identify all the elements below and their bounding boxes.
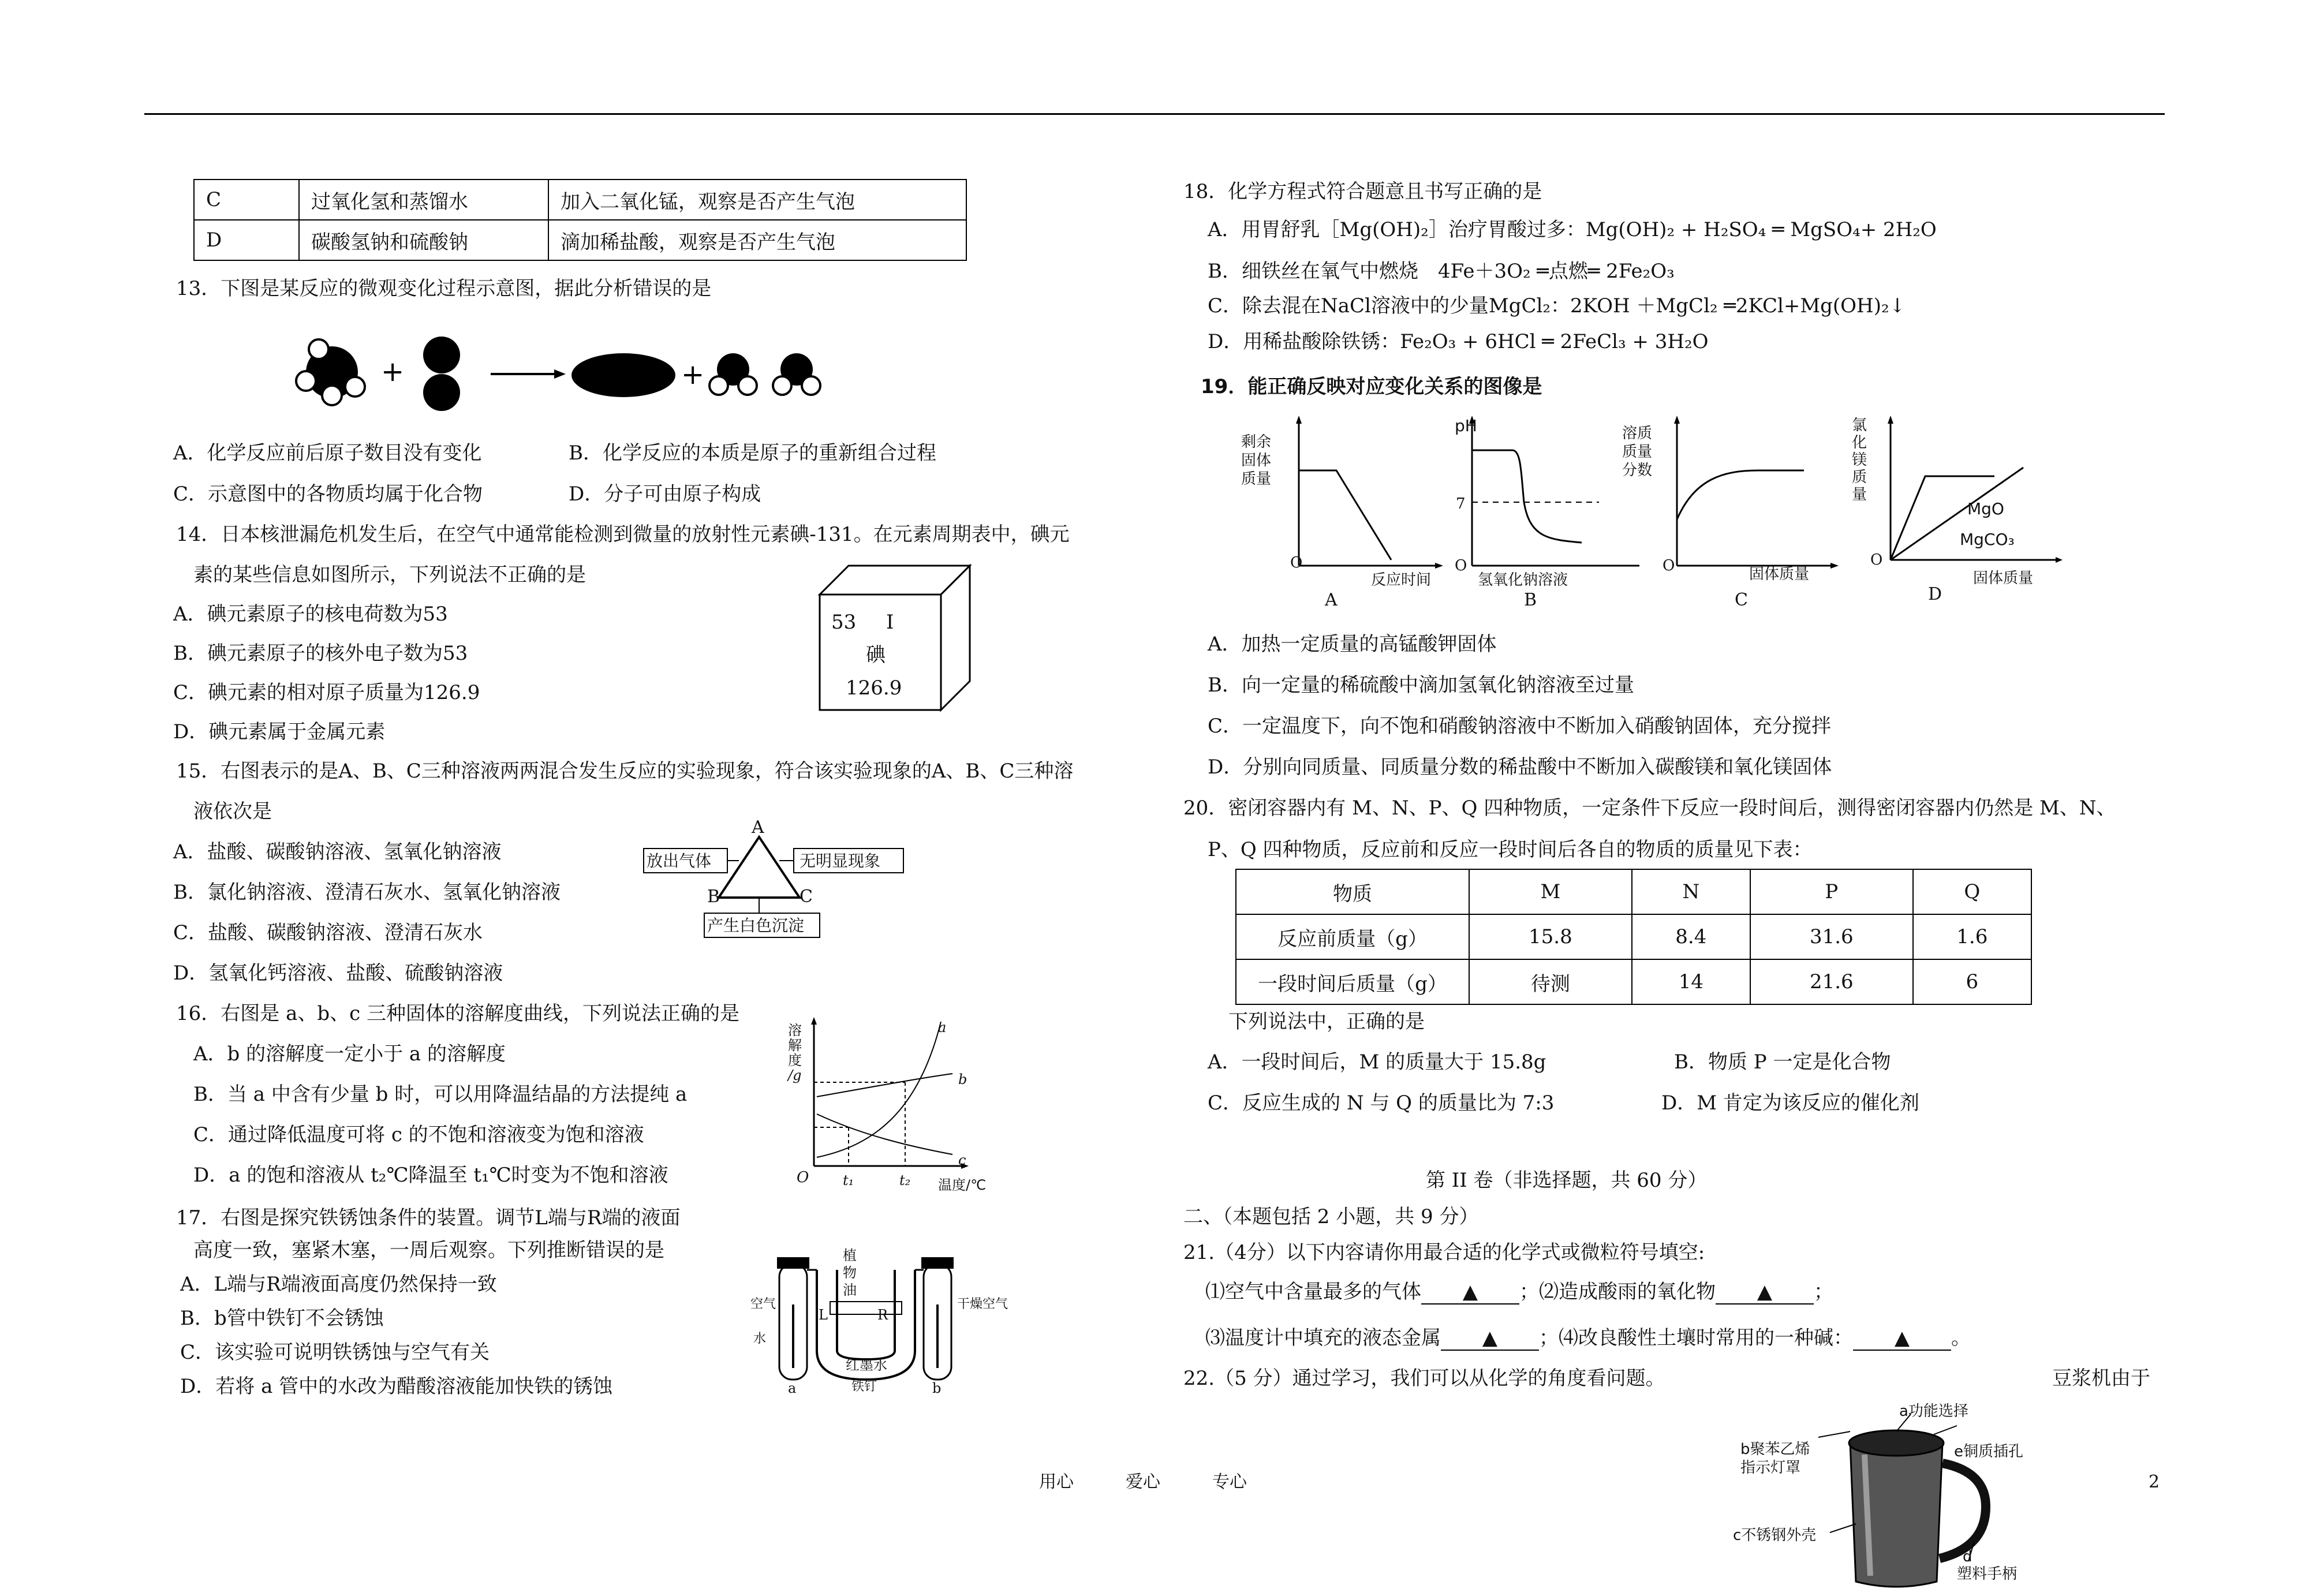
q20-option-b: B．物质 P 一定是化合物	[1674, 1051, 1891, 1074]
q21-blank-1[interactable]: ▲	[1421, 1280, 1519, 1305]
q21-part-1: ⑴空气中含量最多的气体	[1205, 1280, 1421, 1303]
q14-option-b: B．碘元素原子的核外电子数为53	[173, 642, 468, 665]
solubility-ylabel-1: 溶	[788, 1022, 802, 1038]
q18-option-a: A．用胃舒乳［Mg(OH)₂］治疗胃酸过多：Mg(OH)₂ + H₂SO₄ ═ MgSO₄+ 2H₂O	[1208, 218, 1937, 241]
q15-option-d: D．氢氧化钙溶液、盐酸、硫酸钠溶液	[173, 962, 503, 985]
q16-stem: 16．右图是 a、b、c 三种固体的溶解度曲线，下列说法正确的是	[176, 1002, 739, 1025]
top-rule	[144, 113, 2165, 115]
q17-option-a: A．L端与R端液面高度仍然保持一致	[180, 1273, 497, 1296]
label-tube-b: b	[932, 1380, 942, 1396]
q15-stem-2: 液依次是	[193, 800, 272, 823]
q15-option-c: C．盐酸、碳酸钠溶液、澄清石灰水	[173, 921, 483, 944]
table-cell: 加入二氧化锰，观察是否产生气泡	[548, 180, 966, 220]
q22-stem-tail: 豆浆机由于	[2052, 1367, 2150, 1390]
label-vegetable-oil: 植物油	[843, 1247, 857, 1298]
graph-a-ylabel: 剩余固体质量	[1241, 433, 1272, 488]
q13-option-a: A．化学反应前后原子数目没有变化	[173, 442, 482, 465]
tick-t2: t₂	[899, 1172, 911, 1188]
table-cell: 过氧化氢和蒸馏水	[299, 180, 548, 220]
label-water: 水	[753, 1332, 767, 1346]
table-cell: M	[1469, 869, 1632, 914]
q20-option-a: A．一段时间后，M 的质量大于 15.8g	[1208, 1051, 1546, 1074]
graph-c-xlabel: 固体质量	[1749, 566, 1810, 583]
table-cell: 碳酸氢钠和硫酸钠	[299, 220, 548, 260]
curve-b	[817, 1074, 952, 1097]
graph-b-xlabel: 氢氧化钠溶液	[1478, 571, 1568, 589]
solubility-ylabel-3: 度	[788, 1052, 802, 1068]
reactant-molecule-2	[423, 337, 460, 411]
box-no-phenomenon: 无明显现象	[800, 851, 881, 870]
q21-part-2: ；⑵造成酸雨的氧化物	[1519, 1280, 1716, 1303]
element-atomic-mass: 126.9	[846, 676, 902, 700]
curve-c	[817, 1114, 952, 1154]
q19-graph-a	[1282, 416, 1449, 589]
table-cell: Q	[1913, 869, 2031, 914]
element-name: 碘	[866, 644, 886, 667]
svg-text:+: +	[681, 358, 705, 391]
q21-part-4: ；⑷改良酸性土壤时常用的一种碱：	[1539, 1326, 1853, 1350]
table-cell: 15.8	[1469, 914, 1632, 959]
q13-reaction-diagram	[289, 329, 831, 416]
graph-d-series-mgo: MgO	[1967, 499, 2004, 518]
q16-option-c: C．通过降低温度可将 c 的不饱和溶液变为饱和溶液	[193, 1123, 644, 1146]
q20-option-c: C．反应生成的 N 与 Q 的质量比为 7:3	[1208, 1092, 1555, 1115]
machine-label-a: a功能选择	[1899, 1403, 1968, 1420]
q14-option-c: C．碘元素的相对原子质量为126.9	[173, 681, 480, 704]
q14-option-d: D．碘元素属于金属元素	[173, 720, 386, 743]
graph-d-series-mgco3: MgCO₃	[1960, 530, 2015, 549]
machine-label-c: c不锈钢外壳	[1733, 1527, 1817, 1544]
q13-option-d: D．分子可由原子构成	[569, 483, 761, 506]
table-cell: 1.6	[1913, 914, 2031, 959]
machine-label-d2: 塑料手柄	[1957, 1565, 2018, 1583]
element-atomic-number: 53	[831, 611, 857, 634]
q20-mass-table	[1235, 869, 2032, 1005]
table-cell: 一段时间后质量（g）	[1236, 959, 1469, 1004]
box-white-precipitate: 产生白色沉淀	[707, 916, 805, 935]
label-dry-air: 干燥空气	[957, 1297, 1008, 1311]
graph-c-origin: O	[1663, 557, 1675, 574]
graph-b-origin: O	[1455, 557, 1467, 574]
q20-lead: 下列说法中，正确的是	[1228, 1010, 1425, 1033]
table-cell: P	[1750, 869, 1913, 914]
table-cell: 8.4	[1632, 914, 1750, 959]
table-cell: 物质	[1236, 869, 1469, 914]
q21-blank-3[interactable]: ▲	[1441, 1326, 1539, 1351]
curve-b-label: b	[958, 1071, 967, 1087]
q14-stem-2: 素的某些信息如图所示，下列说法不正确的是	[193, 563, 586, 586]
q15-option-b: B．氯化钠溶液、澄清石灰水、氢氧化钠溶液	[173, 881, 561, 904]
product-molecule-2	[709, 353, 820, 395]
q16-option-d: D．a 的饱和溶液从 t₂℃降温至 t₁℃时变为不饱和溶液	[193, 1164, 668, 1187]
table-cell: 待测	[1469, 959, 1632, 1004]
q17-stem-1: 17．右图是探究铁锈蚀条件的装置。调节L端与R端的液面	[176, 1206, 681, 1229]
q21-line-2: ⑶温度计中填充的液态金属 ▲ ；⑷改良酸性土壤时常用的一种碱： ▲ 。	[1205, 1326, 1971, 1350]
q16-option-b: B．当 a 中含有少量 b 时，可以用降温结晶的方法提纯 a	[193, 1083, 688, 1106]
q14-option-a: A．碘元素原子的核电荷数为53	[173, 603, 448, 626]
graph-c-label: C	[1735, 590, 1748, 610]
q19-option-c: C．一定温度下，向不饱和硝酸钠溶液中不断加入硝酸钠固体，充分搅拌	[1208, 715, 1832, 738]
q21-line-1: ⑴空气中含量最多的气体 ▲ ；⑵造成酸雨的氧化物 ▲ ；	[1205, 1280, 1833, 1303]
table-row	[1236, 914, 2031, 959]
table-cell: 6	[1913, 959, 2031, 1004]
solubility-yunit: /g	[788, 1067, 802, 1083]
graph-d-label: D	[1928, 584, 1942, 604]
solubility-ylabel-2: 解	[788, 1037, 802, 1053]
page-footer: 用心 爱心 专心	[1039, 1472, 1247, 1492]
reactant-molecule-1	[296, 339, 365, 405]
label-l: L	[819, 1307, 828, 1323]
q17-stem-2: 高度一致，塞紧木塞，一周后观察。下列推断错误的是	[193, 1239, 664, 1262]
page-number: 2	[2149, 1472, 2160, 1492]
solubility-xlabel: 温度/℃	[938, 1177, 987, 1193]
q12-table	[193, 179, 967, 261]
q20-stem-2: P、Q 四种物质，反应前和反应一段时间后各自的物质的质量见下表：	[1208, 838, 1813, 861]
label-tube-a: a	[788, 1380, 797, 1396]
q13-stem: 13．下图是某反应的微观变化过程示意图，据此分析错误的是	[176, 277, 712, 300]
graph-c-ylabel: 溶质质量分数	[1622, 425, 1653, 479]
q17-option-c: C．该实验可说明铁锈蚀与空气有关	[180, 1341, 490, 1364]
section-title: 第 II 卷（非选择题，共 60 分）	[1426, 1169, 1708, 1192]
solubility-origin: O	[797, 1169, 809, 1186]
table-cell: 滴加稀盐酸，观察是否产生气泡	[548, 220, 966, 260]
q19-stem: 19．能正确反映对应变化关系的图像是	[1201, 375, 1542, 398]
table-row	[194, 220, 966, 260]
q14-stem-1: 14．日本核泄漏危机发生后，在空气中通常能检测到微量的放射性元素碘-131。在元素周期表中，碘元	[176, 523, 1070, 546]
q15-option-a: A．盐酸、碳酸钠溶液、氢氧化钠溶液	[173, 840, 502, 864]
box-gas-released: 放出气体	[647, 851, 712, 870]
machine-label-d1: d	[1963, 1548, 1972, 1565]
q15-stem-1: 15．右图表示的是A、B、C三种溶液两两混合发生反应的实验现象，符合该实验现象的A、B、C三种溶	[176, 760, 1074, 783]
svg-text:+: +	[381, 356, 405, 388]
q19-option-a: A．加热一定质量的高锰酸钾固体	[1208, 633, 1497, 656]
product-molecule-1	[571, 353, 675, 397]
machine-label-b1: b聚苯乙烯	[1740, 1441, 1810, 1458]
q18-option-d: D．用稀盐酸除铁锈：Fe₂O₃ + 6HCl ═ 2FeCl₃ + 3H₂O	[1208, 330, 1709, 353]
graph-b-tick-7: 7	[1456, 495, 1466, 513]
graph-a-label: A	[1325, 590, 1338, 610]
q13-option-b: B．化学反应的本质是原子的重新组合过程	[569, 442, 936, 465]
q18-stem: 18．化学方程式符合题意且书写正确的是	[1183, 180, 1542, 203]
q21-part-3: ⑶温度计中填充的液态金属	[1205, 1326, 1441, 1350]
graph-a-xlabel: 反应时间	[1371, 571, 1432, 589]
curve-c-label: c	[958, 1152, 966, 1168]
table-row	[1236, 959, 2031, 1004]
q20-option-d: D．M 肯定为该反应的催化剂	[1661, 1092, 1919, 1115]
triangle-label-c: C	[800, 887, 813, 907]
graph-d-ylabel: 氯化镁质量	[1852, 417, 1867, 503]
graph-b-label: B	[1524, 590, 1537, 610]
q19-option-b: B．向一定量的稀硫酸中滴加氢氧化钠溶液至过量	[1208, 674, 1634, 697]
q22-stem: 22.（5 分）通过学习，我们可以从化学的角度看问题。	[1183, 1367, 1665, 1390]
table-cell: 14	[1632, 959, 1750, 1004]
table-row	[194, 180, 966, 220]
machine-label-b2: 指示灯罩	[1740, 1459, 1801, 1477]
table-row	[1236, 869, 2031, 914]
table-cell: 反应前质量（g）	[1236, 914, 1469, 959]
q18-option-b: B．细铁丝在氧气中燃烧 4Fe＋3O₂ ═点燃═ 2Fe₂O₃	[1208, 260, 1675, 283]
solubility-curve-chart	[785, 1016, 976, 1195]
q21-blank-2[interactable]: ▲	[1716, 1280, 1814, 1305]
q13-option-c: C．示意图中的各物质均属于化合物	[173, 483, 483, 506]
table-cell: 31.6	[1750, 914, 1913, 959]
q16-option-a: A．b 的溶解度一定小于 a 的溶解度	[193, 1042, 506, 1066]
q18-option-c: C．除去混在NaCl溶液中的少量MgCl₂：2KOH ＋MgCl₂ ═2KCl+Mg(OH)₂↓	[1208, 294, 1906, 317]
graph-d-origin: O	[1870, 551, 1883, 569]
q19-graph-b	[1466, 416, 1645, 589]
graph-d-xlabel: 固体质量	[1973, 570, 2034, 587]
section-heading: 二、（本题包括 2 小题，共 9 分）	[1183, 1205, 1479, 1228]
label-r: R	[877, 1307, 888, 1323]
machine-label-e: e铜质插孔	[1954, 1443, 2023, 1460]
q21-blank-4[interactable]: ▲	[1853, 1326, 1951, 1351]
q17-option-b: B．b管中铁钉不会锈蚀	[180, 1307, 384, 1330]
element-symbol: I	[886, 611, 894, 634]
graph-b-ylabel: pH	[1455, 416, 1477, 435]
table-cell: N	[1632, 869, 1750, 914]
q19-option-d: D．分别向同质量、同质量分数的稀盐酸中不断加入碳酸镁和氧化镁固体	[1208, 756, 1832, 779]
label-air: 空气	[750, 1297, 776, 1311]
reaction-arrow	[491, 369, 566, 379]
curve-a-label: a	[938, 1019, 947, 1036]
table-cell: C	[194, 180, 299, 220]
label-iron-nail: 铁钉	[851, 1380, 877, 1394]
table-cell: 21.6	[1750, 959, 1913, 1004]
triangle-label-a: A	[752, 817, 764, 838]
tick-t1: t₁	[843, 1172, 854, 1188]
q17-option-d: D．若将 a 管中的水改为醋酸溶液能加快铁的锈蚀	[180, 1375, 613, 1398]
graph-a-origin: O	[1290, 554, 1303, 571]
q20-stem-1: 20．密闭容器内有 M、N、P、Q 四种物质，一定条件下反应一段时间后，测得密闭容器内仍然是 M、N、	[1183, 797, 2116, 820]
q21-stem: 21.（4分）以下内容请你用最合适的化学式或微粒符号填空:	[1183, 1241, 1705, 1264]
table-cell: D	[194, 220, 299, 260]
label-red-ink: 红墨水	[846, 1357, 887, 1373]
triangle-label-b: B	[707, 887, 720, 907]
